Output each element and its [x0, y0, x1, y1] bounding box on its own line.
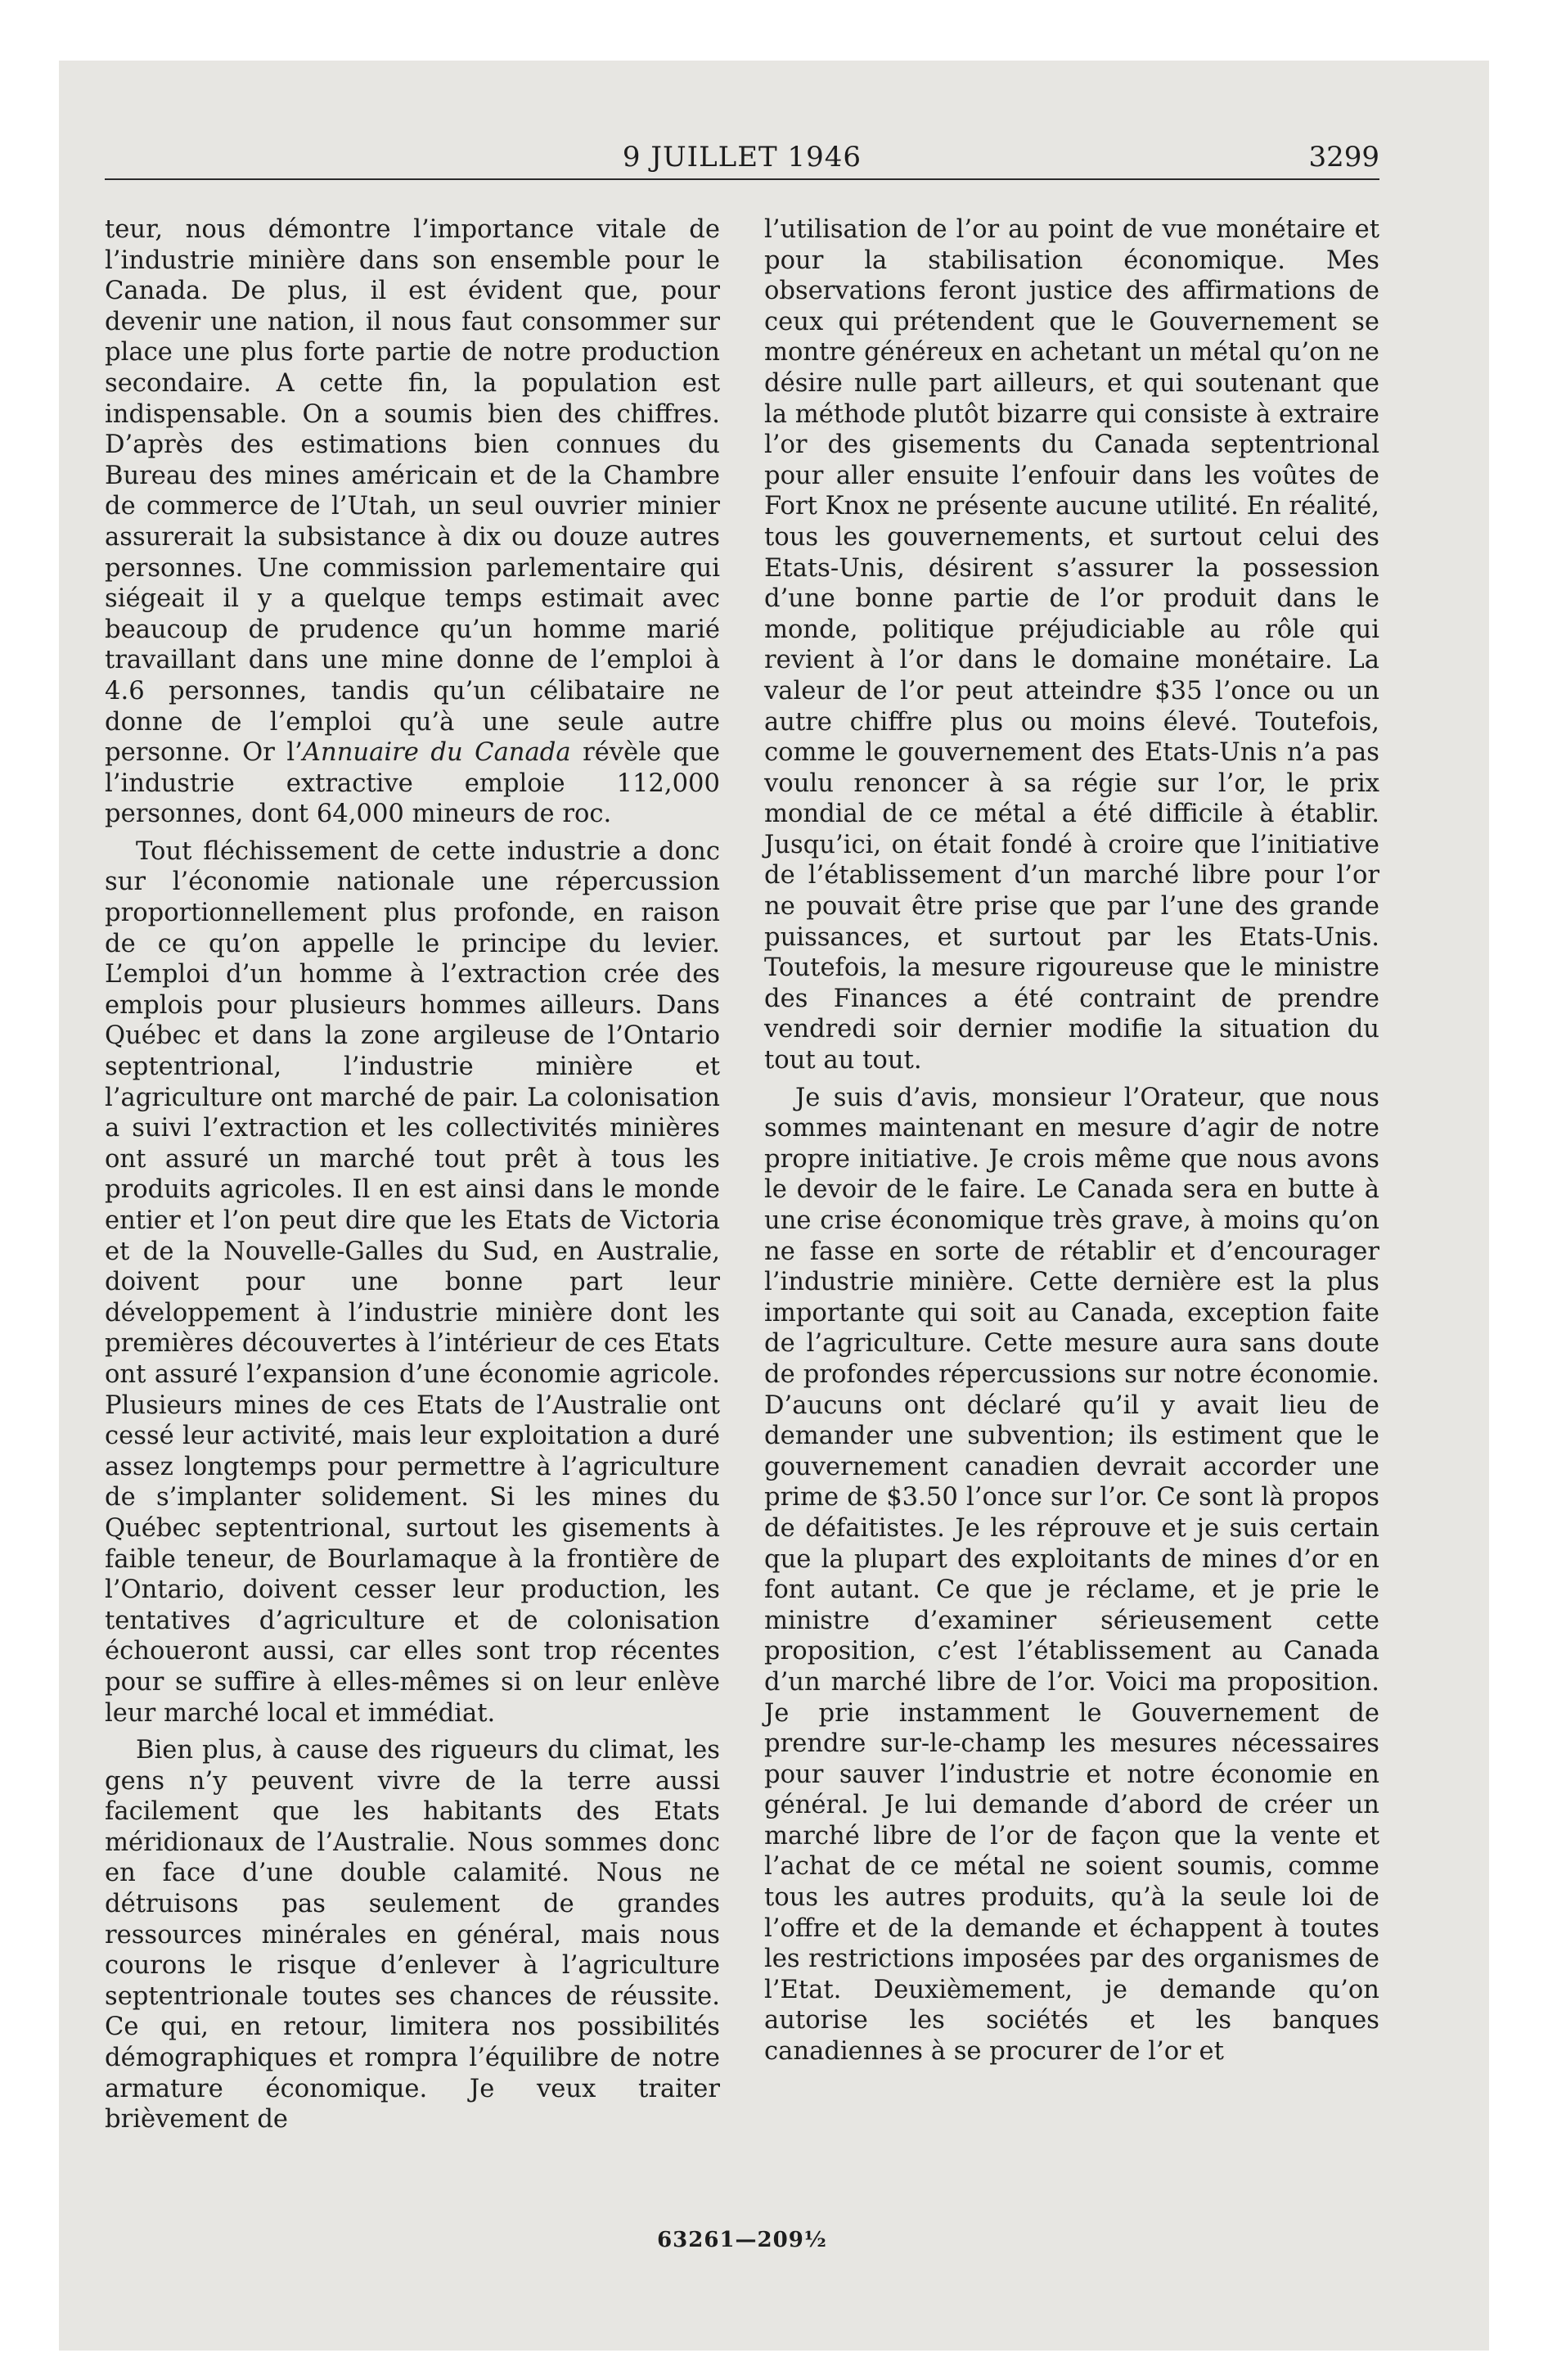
paragraph	[105, 214, 720, 830]
text-columns	[105, 214, 1379, 2135]
paragraph: l’utilisation de l’or au point de vue monétaire et pour la stabilisation économique. Mes observations feront justice des affirmations de ceux qui prétendent que le Gouvernement se montre généreux en achetant un métal qu’on ne désire nulle part ailleurs, et qui soutenant que la méthode plutôt bizarre qui consiste à extraire l’or des gisements du Canada septentrional pour aller ensuite l’enfouir dans les voûtes de Fort Knox ne présente aucune utilité. En réalité, tous les gouvernements, et surtout celui des Etats-Unis, désirent s’assurer la possession d’une bonne partie de l’or produit dans le monde, politique préjudiciable au rôle qui revient à l’or dans le domaine monétaire. La valeur de l’or peut atteindre $35 l’once ou un autre chiffre plus ou moins élevé. Toutefois, comme le gouvernement des Etats-Unis n’a pas voulu renoncer à sa régie sur l’or, le prix mondial de ce métal a été difficile à établir. Jusqu’ici, on était fondé à croire que l’initiative de l’établissement d’un marché libre pour l’or ne pouvait être prise que par l’une des grande puissances, et surtout par les Etats-Unis. Toutefois, la mesure rigoureuse que le ministre des Finances a été contraint de prendre vendredi soir dernier modifie la situation du tout au tout.	[764, 215, 1379, 1075]
print-code: 63261—209½	[657, 2228, 827, 2252]
page-number: 3299	[1308, 141, 1379, 174]
paragraph: Bien plus, à cause des rigueurs du climat, les gens n’y peuvent vivre de la terre aussi facilement que les habitants des Etats méridionaux de l’Australie. Nous sommes donc en face d’une double calamité. Nous ne détruisons pas seulement de grandes ressources minérales en général, mais nous courons le risque d’enlever à l’agriculture septentrionale toutes ses chances de réussite. Ce qui, en retour, limitera nos possibilités démographiques et rompra l’équilibre de notre armature économique. Je veux traiter brièvement de	[105, 1736, 720, 2134]
document-page	[105, 139, 1379, 2275]
right-column	[764, 214, 1379, 2135]
paragraph-text: teur, nous démontre l’importance vitale de l’industrie minière dans son ensemble pour le Canada. De plus, il est évident que, pour devenir une nation, il nous faut consommer sur place une plus forte partie de notre production secondaire. A cette fin, la population est indispensable. On a soumis bien des chiffres. D’après des estimations bien connues du Bureau des mines américain et de la Chambre de commerce de l’Utah, un seul ouvrier minier assurerait la subsistance à dix ou douze autres personnes. Une commission parlementaire qui siégeait il y a quelque temps estimait avec beaucoup de prudence qu’un homme marié travaillant dans une mine donne de l’emploi à 4.6 personnes, tandis qu’un célibataire ne donne de l’emploi qu’à une seule autre personne. Or l’	[105, 215, 720, 768]
paragraph: Tout fléchissement de cette industrie a donc sur l’économie nationale une répercussion proportionnellement plus profonde, en raison de ce qu’on appelle le principe du levier. L’emploi d’un homme à l’extraction crée des emplois pour plusieurs hommes ailleurs. Dans Québec et dans la zone argileuse de l’Ontario septentrional, l’industrie minière et l’agriculture ont marché de pair. La colonisation a suivi l’extraction et les collectivités minières ont assuré un marché tout prêt à tous les produits agricoles. Il en est ainsi dans le monde entier et l’on peut dire que les Etats de Victoria et de la Nouvelle-Galles du Sud, en Australie, doivent pour une bonne part leur développement à l’industrie minière dont les premières découvertes à l’intérieur de ces Etats ont assuré l’expansion d’une économie agricole. Plusieurs mines de ces Etats de l’Australie ont cessé leur activité, mais leur exploitation a duré assez longtemps pour permettre à l’agriculture de s’implanter solidement. Si les mines du Québec septentrional, surtout les gisements à faible teneur, de Bourlamaque à la frontière de l’Ontario, doivent cesser leur production, les tentatives d’agriculture et de colonisation échoueront aussi, car elles sont trop récentes pour se suffire à elles-mêmes si on leur enlève leur marché local et immédiat.	[105, 836, 720, 1728]
italic-title: Annuaire du Canada	[302, 738, 571, 768]
left-column	[105, 214, 720, 2135]
paragraph-text: révèle que l’industrie extractive emploie 112,000 personnes, dont 64,000 mineurs de roc.	[105, 738, 720, 829]
running-header	[105, 139, 1379, 180]
header-date: 9 JUILLET 1946	[622, 141, 862, 174]
paragraph: Je suis d’avis, monsieur l’Orateur, que nous sommes maintenant en mesure d’agir de notre propre initiative. Je crois même que nous avons le devoir de le faire. Le Canada sera en butte à une crise économique très grave, à moins qu’on ne fasse en sorte de rétablir et d’encourager l’industrie minière. Cette dernière est la plus importante qui soit au Canada, exception faite de l’agriculture. Cette mesure aura sans doute de profondes répercussions sur notre économie. D’aucuns ont déclaré qu’il y avait lieu de demander une subvention; ils estiment que le gouvernement canadien devrait accorder une prime de $3.50 l’once sur l’or. Ce sont là propos de défaitistes. Je les réprouve et je suis certain que la plupart des exploitants de mines d’or en font autant. Ce que je réclame, et je prie le ministre d’examiner sérieusement cette proposition, c’est l’établissement au Canada d’un marché libre de l’or. Voici ma proposition. Je prie instamment le Gouvernement de prendre sur-le-champ les mesures nécessaires pour sauver l’industrie et notre économie en général. Je lui demande d’abord de créer un marché libre de l’or de façon que la vente et l’achat de ce métal ne soient soumis, comme tous les autres produits, qu’à la seule loi de l’offre et de la demande et échappent à toutes les restrictions imposées par des organismes de l’Etat. Deuxièmement, je demande qu’on autorise les sociétés et les banques canadiennes à se procurer de l’or et	[764, 1083, 1379, 2067]
